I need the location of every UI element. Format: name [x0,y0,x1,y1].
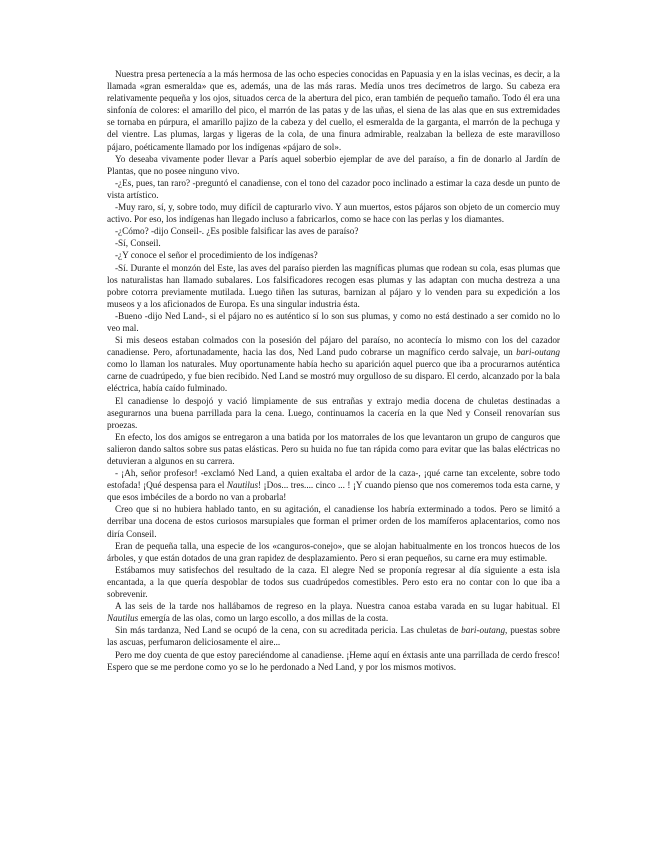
italic-term: bari-outang, [461,625,508,636]
body-text [107,68,560,673]
italic-term: Nautilus [107,613,139,624]
paragraph: Sin más tardanza, Ned Land se ocupó de la cena, con su acreditada pericia. Las chuletas de bari-outang, puestas sobre las ascuas, perfumaron deliciosamente el aire... [107,625,560,648]
paragraph: -Sí, Conseil. [115,238,161,249]
paragraph: El canadiense lo despojó y vació limpiamente de sus entrañas y extrajo media docena de chuletas destinadas a asegurarnos una buena parrillada para la cena. Luego, continuamos la cacería en la que Ned y Conseil renovarían sus proezas. [107,395,560,430]
paragraph: Si mis deseos estaban colmados con la posesión del pájaro del paraíso, no acontecía lo mismo con los del cazador canadiense. Pero, afortunadamente, hacia las dos, Ned Land pudo cobrarse un magnífico cerdo salvaje, un bari-outang como lo llaman los naturales. Muy oportunamente había hecho su aparición aquel puerco que iba a procurarnos auténtica carne de cuadrúpedo, y fue bien recibido. Ned Land se mostró muy orgulloso de su disparo. El cerdo, alcanzado por la bala eléctrica, había caído fulminado. [107,335,560,394]
paragraph: -¿Es, pues, tan raro? -preguntó el canadiense, con el tono del cazador poco inclinado a estimar la caza desde un punto de vista artístico. [107,177,560,200]
paragraph: -Muy raro, sí, y, sobre todo, muy difícil de capturarlo vivo. Y aun muertos, estos pájaros son objeto de un comercio muy activo. Por eso, los indígenas han llegado incluso a fabricarlos, como se hace con las perlas y los diamantes. [107,202,560,225]
italic-term: Nautilus [226,480,259,491]
paragraph: Yo deseaba vivamente poder llevar a París aquel soberbio ejemplar de ave del paraíso, a fin de donarlo al Jardín de Plantas, que no posee ninguno vivo. [107,153,560,176]
paragraph: Pero me doy cuenta de que estoy pareciéndome al canadiense. ¡Heme aquí en éxtasis ante una parrillada de cerdo fresco! Espero que se me perdone como yo se lo he perdonado a Ned Land, y por los mismos motivos. [107,649,560,672]
paragraph: Nuestra presa pertenecía a la más hermosa de las ocho especies conocidas en Papuasia y en la islas vecinas, es decir, a la llamada «gran esmeralda» que es, además, una de las más raras. Medía unos tres decímetros de largo. Su cabeza era relativamente pequeña y los ojos, situados cerca de la abertura del pico, eran también de pequeño tamaño. Todo él era una sinfonía de colores: el amarillo del pico, el marrón de las patas y de las uñas, el siena de las alas que en sus extremidades se tornaba en púrpura, el amarillo pajizo de la cabeza y del cuello, el esmeralda de la garganta, el marrón de la pechuga y del vientre. Las plumas, largas y ligeras de la cola, de una finura admirable, realzaban la belleza de este maravilloso pájaro, poéticamente llamado por los indígenas «pájaro de sol». [107,69,560,152]
paragraph: -Bueno -dijo Ned Land-, si el pájaro no es auténtico sí lo son sus plumas, y como no está destinado a ser comido no lo veo mal. [107,310,560,333]
italic-term: bari-outang [516,347,560,358]
paragraph: A las seis de la tarde nos hallábamos de regreso en la playa. Nuestra canoa estaba varada en su lugar habitual. El Nautilus emergía de las olas, como un largo escollo, a dos millas de la costa. [107,601,560,624]
paragraph: -¿Cómo? -dijo Conseil-. ¿Es posible falsificar las aves de paraíso? [115,226,359,237]
paragraph: Eran de pequeña talla, una especie de los «canguros-conejo», que se alojan habitualmente en los troncos huecos de los árboles, y que están dotados de una gran rapidez de desplazamiento. Pero si eran pequeños, su carne era muy estimable. [107,540,560,563]
paragraph: -¿Y conoce el señor el procedimiento de los indígenas? [115,250,318,261]
paragraph: Estábamos muy satisfechos del resultado de la caza. El alegre Ned se proponía regresar al día siguiente a esta isla encantada, a la que quería despoblar de todos sus cuadrúpedos comestibles. Pero esto era no contar con lo que iba a sobrevenir. [107,564,560,600]
paragraph: -Sí. Durante el monzón del Este, las aves del paraíso pierden las magníficas plumas que rodean su cola, esas plumas que los naturalistas han llamado subalares. Los falsificadores recogen esas plumas y las adaptan con mucha destreza a una pobre cotorra previamente mutilada. Luego tiñen las suturas, barnizan al pájaro y lo venden para su expedición a los museos y a los aficionados de Europa. Es una singular industria ésta. [107,262,560,309]
paragraph: - ¡Ah, señor profesor! -exclamó Ned Land, a quien exaltaba el ardor de la caza-, ¡qué carne tan excelente, sobre todo estofada! ¡Qué despensa para el Nautilus! ¡Dos... tres.... cinco ... ! ¡Y cuando pienso que nos comeremos toda esta carne, y que esos imbéciles de a bordo no van a probarla! [107,468,561,503]
paragraph: Creo que si no hubiera hablado tanto, en su agitación, el canadiense los habría exterminado a todos. Pero se limitó a derribar una docena de estos curiosos marsupiales que forman el primer orden de los mamíferos aplacentarios, como nos diría Conseil. [107,504,560,539]
paragraph: En efecto, los dos amigos se entregaron a una batida por los matorrales de los que levantaron un grupo de canguros que salieron dando saltos sobre sus patas elásticas. Pero su huida no fue tan rápida como para evitar que las balas eléctricas no detuvieran a algunos en su carrera. [107,431,560,466]
